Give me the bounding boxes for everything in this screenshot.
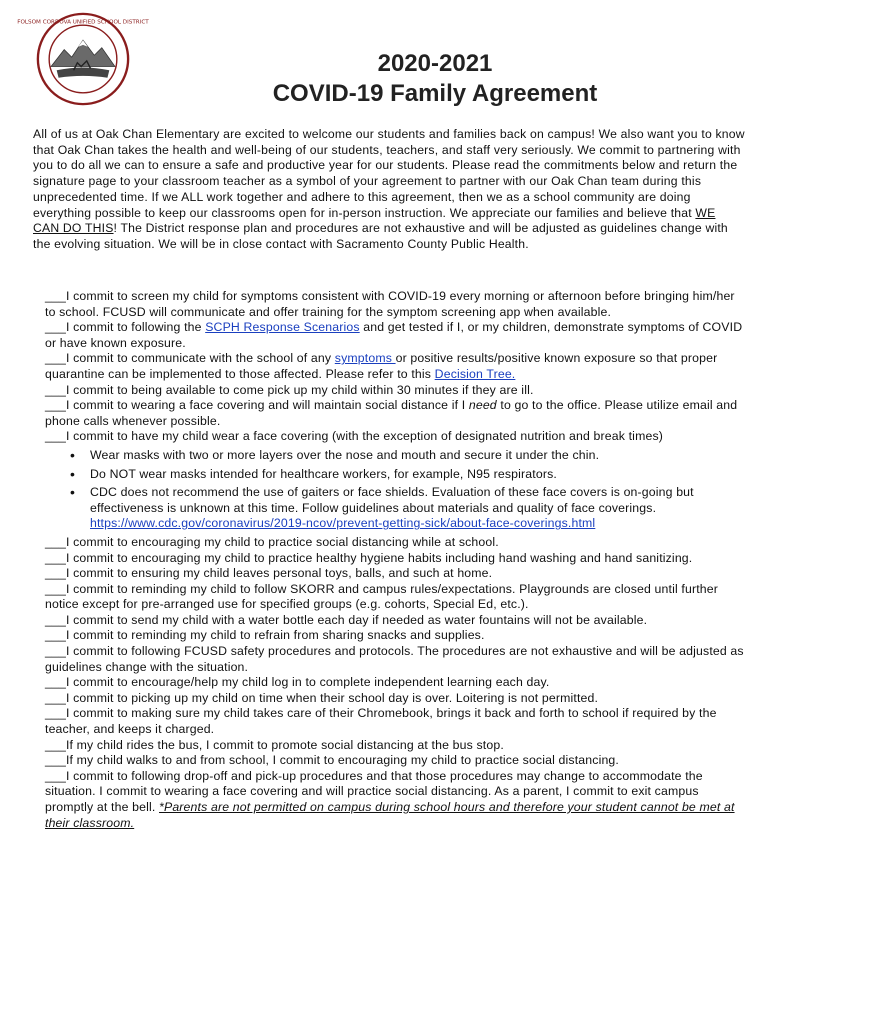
commitment-item: ___I commit to picking up my child on time when their school day is over. Loitering is not permitted. [45,690,599,705]
cdc-face-coverings-link[interactable]: https://www.cdc.gov/coronavirus/2019-ncov/prevent-getting-sick/about-face-coverings.html [90,516,596,531]
commitment-item: ___I commit to encouraging my child to practice social distancing while at school. [45,534,499,549]
commitment-item: ___I commit to reminding my child to refrain from sharing snacks and supplies. [45,628,485,643]
we-can-do-this: WE CAN DO THIS [33,205,716,236]
commitment-item: ___I commit to wearing a face covering and will maintain social distance if I need to go to the office. Please utilize email and phone calls whenever possible. [45,398,738,428]
commitment-item: ___I commit to encourage/help my child log in to complete independent learning each day. [45,675,550,690]
commitment-item: ___I commit to send my child with a water bottle each day if needed as water fountains will not be available. [45,612,648,627]
seal-text: FOLSOM CORDOVA UNIFIED SCHOOL DISTRICT [17,19,149,26]
parents-note: *Parents are not permitted on campus during school hours and therefore your student cannot be met at their classroom. [45,800,735,830]
commitment-item: ___I commit to reminding my child to follow SKORR and campus rules/expectations. Playgrounds are closed until further notice except for pre-arranged use for specified groups (e.g. cohorts, Special Ed, etc.). [45,581,719,612]
commitment-item: ___I commit to screen my child for symptoms consistent with COVID-19 every morning or afternoon before bringing him/her to school. FCUSD will communicate and offer training for the symptom screening app when available. [45,289,735,319]
commitment-item: ___If my child walks to and from school, I commit to encouraging my child to practice social distancing. [45,753,619,768]
document-title: COVID-19 Family Agreement [272,80,598,107]
commitment-list [45,289,745,831]
commitment-item: ___I commit to being available to come pick up my child within 30 minutes if they are ill. [45,382,534,397]
bullet-item: • Wear masks with two or more layers over the nose and mouth and secure it under the chin. [90,448,745,464]
mask-guidelines [45,448,745,532]
commitment-item: ___I commit to encouraging my child to practice healthy hygiene habits including hand washing and hand sanitizing. [45,550,693,565]
bullet-item: • Do NOT wear masks intended for healthcare workers, for example, N95 respirators. [90,467,745,483]
title-year: 2020-2021 [377,50,493,77]
commitment-item: ___I commit to communicate with the school of any symptoms or positive results/positive known exposure so that proper quarantine can be implemented to those affected. Please refer to this Decision Tree. [45,351,718,381]
commitment-item: ___I commit to ensuring my child leaves personal toys, balls, and such at home. [45,566,493,581]
decision-tree-link[interactable]: Decision Tree. [434,366,516,381]
commitment-item: ___I commit to have my child wear a face covering (with the exception of designated nutrition and break times) [45,429,663,444]
commitment-item: ___I commit to following the SCPH Response Scenarios and get tested if I, or my children, demonstrate symptoms of COVID or have known exposure. [45,320,743,350]
commitment-item: ___I commit to following drop-off and pick-up procedures and that those procedures may change to accommodate the situation. I commit to wearing a face covering and will practice social distancing. As a parent, I commit to exit campus promptly at the bell. *Parents are not permitted on campus during school hours and therefore your student cannot be met at their classroom. [45,768,735,830]
intro-paragraph: All of us at Oak Chan Elementary are excited to welcome our students and families back on campus! We also want you to know that Oak Chan takes the health and well-being of our students, teachers, and staff very seriously. We commit to partnering with you to do all we can to ensure a safe and productive year for our students. Please read the commitments below and return the signature page to your classroom teacher as a symbol of your agreement to partner with our Oak Chan team during this unprecedented time. If we ALL work together and adhere to this agreement, then we as a school community are doing everything possible to keep our classrooms open for in-person instruction. We appreciate our families and believe that WE CAN DO THIS! The District response plan and procedures are not exhaustive and will be adjusted as guidelines change with the evolving situation. We will be in close contact with Sacramento County Public Health. [33,127,745,251]
scph-response-link[interactable]: SCPH Response Scenarios [205,320,360,335]
commitment-item: ___If my child rides the bus, I commit to promote social distancing at the bus stop. [45,737,504,752]
commitment-item: ___I commit to making sure my child takes care of their Chromebook, brings it back and forth to school if required by the teacher, and keeps it charged. [45,706,717,737]
symptoms-link[interactable]: symptoms [334,351,396,366]
commitment-item: ___I commit to following FCUSD safety procedures and protocols. The procedures are not exhaustive and will be adjusted as guidelines change with the situation. [45,644,744,674]
bullet-item: • CDC does not recommend the use of gaiters or face shields. Evaluation of these face covers is on-going but effectiveness is unknown at this time. Follow guidelines about materials and quality of face coverings. https://www.cdc.gov/coronavirus/2019-ncov/prevent-getting-sick/about-face-coverings.html [90,485,745,532]
